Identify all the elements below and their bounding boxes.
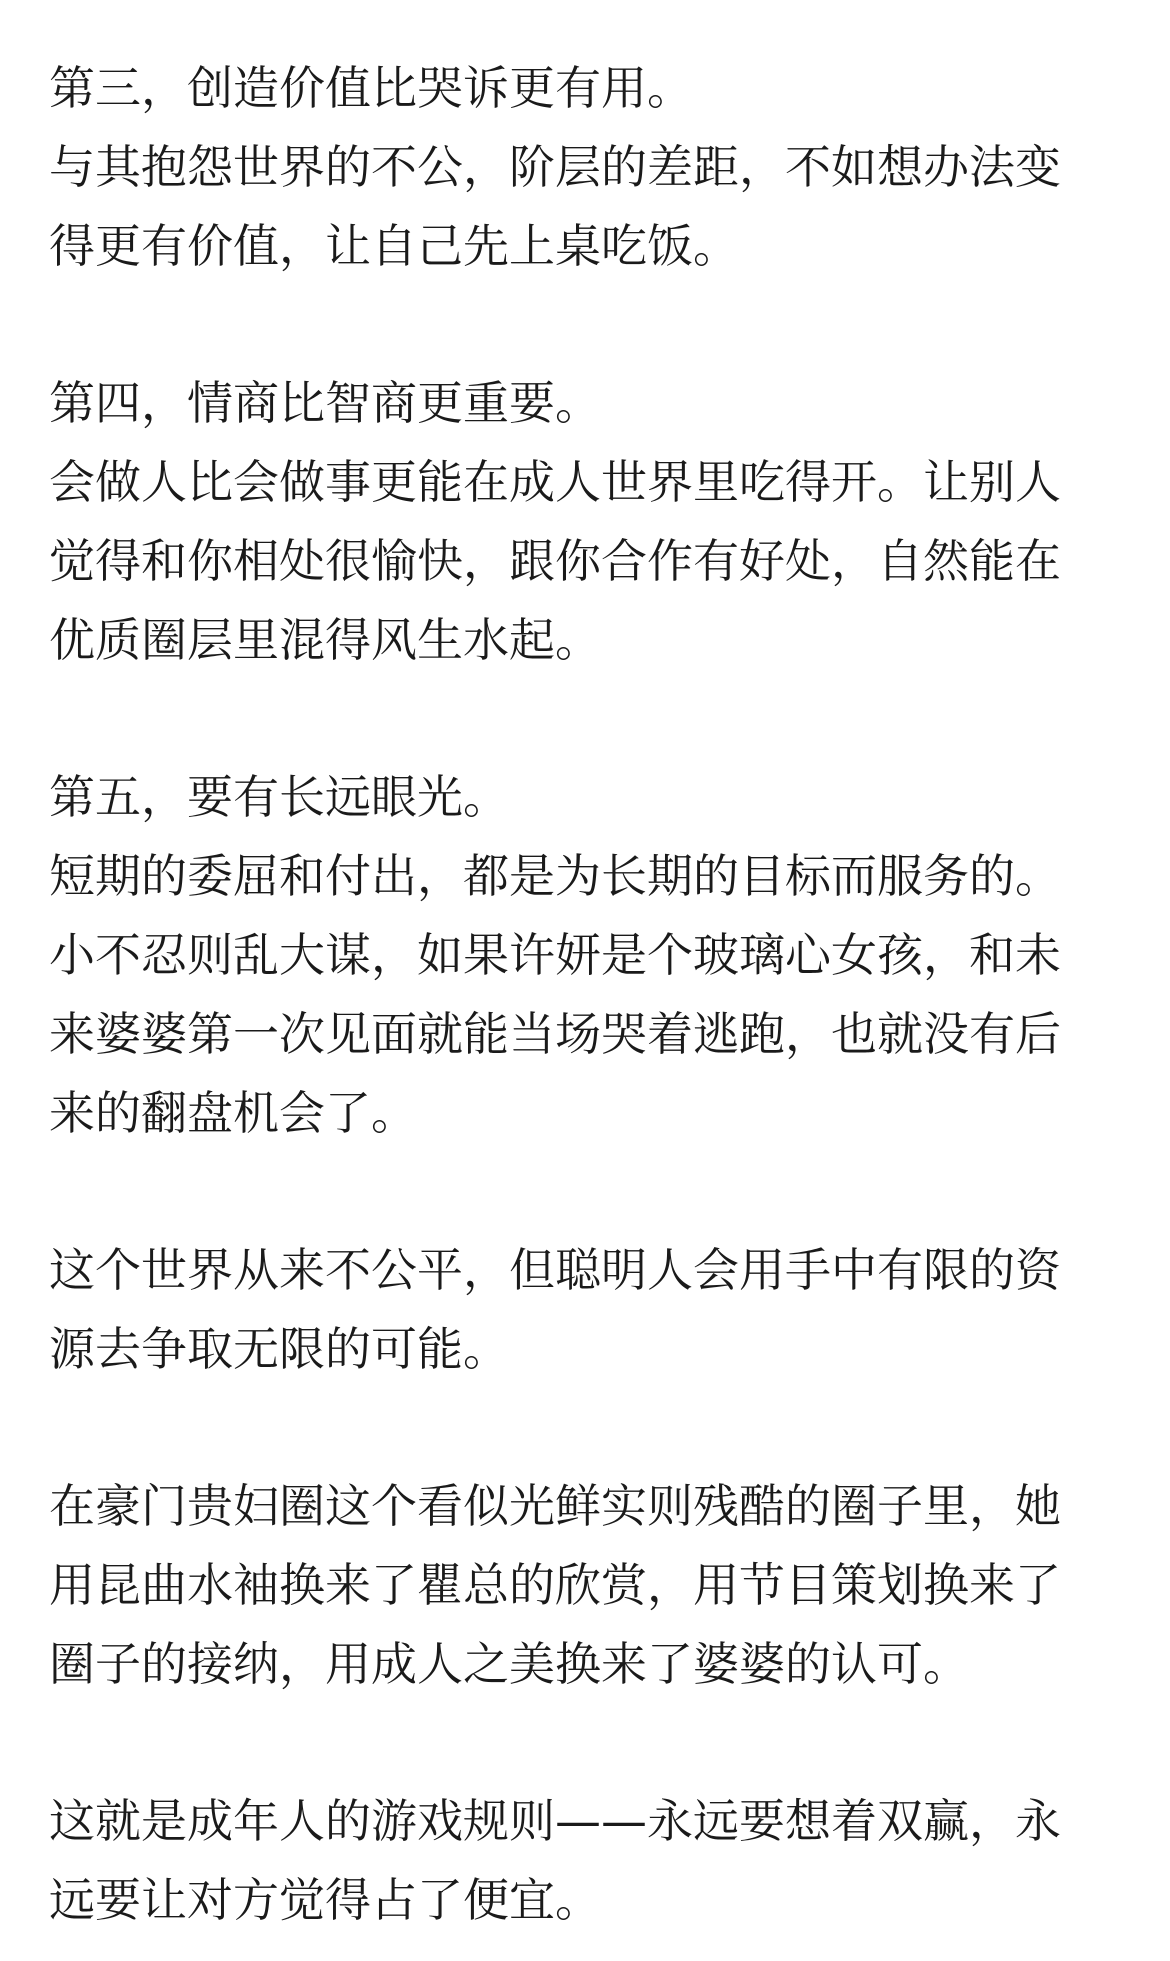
text-line: 觉得和你相处很愉快，跟你合作有好处，自然能在 [49,534,1061,588]
text-line: 这个世界从来不公平，但聪明人会用手中有限的资 [49,1243,1061,1297]
text-line: 第三，创造价值比哭诉更有用。 [49,61,693,115]
text-line: 来婆婆第一次见面就能当场哭着逃跑，也就没有后 [49,1007,1061,1061]
text-line: 会做人比会做事更能在成人世界里吃得开。让别人 [49,455,1061,509]
text-line: 来的翻盘机会了。 [49,1086,417,1140]
text-line: 第四，情商比智商更重要。 [49,376,601,430]
text-line: 这就是成年人的游戏规则——永远要想着双赢，永 [49,1794,1061,1848]
text-line: 短期的委屈和付出，都是为长期的目标而服务的。 [49,849,1061,903]
text-line: 与其抱怨世界的不公，阶层的差距，不如想办法变 [49,140,1061,194]
text-line: 远要让对方觉得占了便宜。 [49,1873,601,1927]
text-line: 在豪门贵妇圈这个看似光鲜实则残酷的圈子里，她 [49,1479,1061,1533]
text-line: 小不忍则乱大谋，如果许妍是个玻璃心女孩，和未 [49,928,1061,982]
text-line: 圈子的接纳，用成人之美换来了婆婆的认可。 [49,1637,969,1691]
text-line: 用昆曲水袖换来了瞿总的欣赏，用节目策划换来了 [49,1558,1061,1612]
text-line: 得更有价值，让自己先上桌吃饭。 [49,219,739,273]
text-line: 第五，要有长远眼光。 [49,770,509,824]
text-line: 源去争取无限的可能。 [49,1322,509,1376]
text-line: 优质圈层里混得风生水起。 [49,613,601,667]
